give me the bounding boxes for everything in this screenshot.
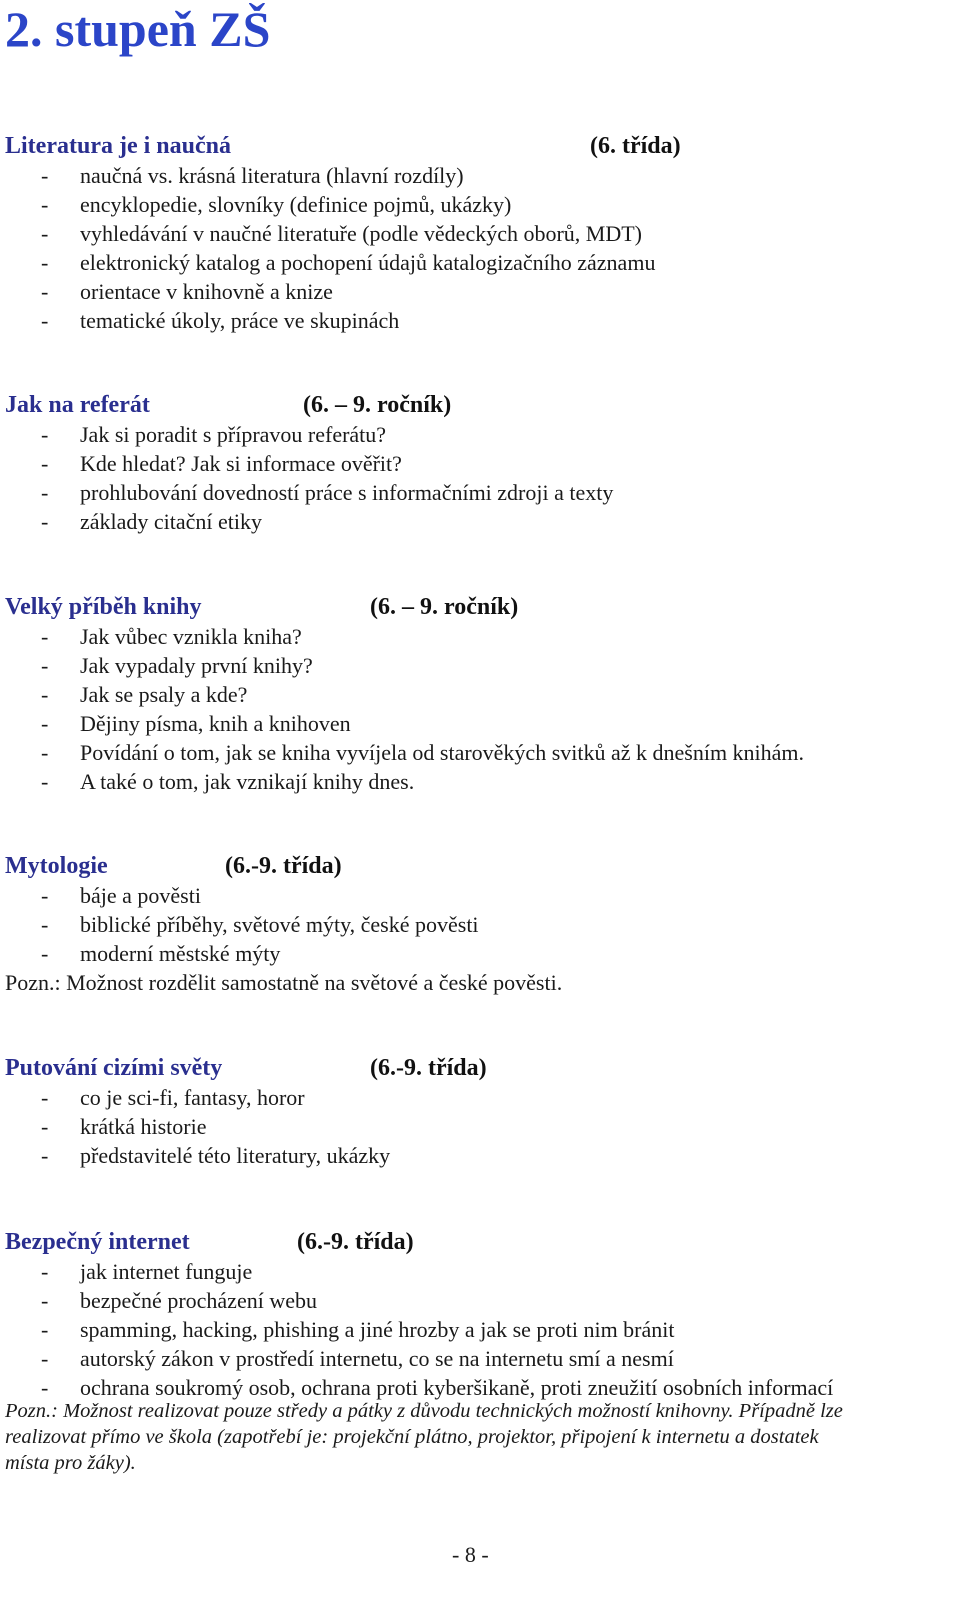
list-item: - tematické úkoly, práce ve skupinách [41,308,400,333]
section-putovani-cizimi-svety [0,1053,960,1170]
list-item: - ochrana soukromý osob, ochrana proti kyberšikaně, proti zneužití osobních informací [41,1375,834,1400]
section-grade: (6.-9. třída) [297,1229,414,1255]
list-item: - jak internet funguje [41,1259,253,1284]
list-item: - A také o tom, jak vznikají knihy dnes. [41,769,415,794]
section-grade: (6.-9. třída) [225,853,342,879]
section-title: Velký příběh knihy [5,594,202,620]
section-grade: (6. třída) [590,133,681,159]
section-grade: (6. – 9. ročník) [303,392,452,418]
item-list [0,1257,960,1402]
final-note [5,1398,940,1476]
list-item: - báje a pověsti [41,883,201,908]
section-title: Bezpečný internet [5,1229,190,1255]
item-list [0,1083,960,1170]
list-item: - Jak se psaly a kde? [41,682,248,707]
list-item: - spamming, hacking, phishing a jiné hrozby a jak se proti nim bránit [41,1317,675,1342]
section-title: Jak na referát [5,392,150,418]
section-bezpecny-internet [0,1227,960,1402]
list-item: - biblické příběhy, světové mýty, české pověsti [41,912,479,937]
section-heading [0,1053,960,1083]
section-heading [0,131,960,161]
list-item: - představitelé této literatury, ukázky [41,1143,391,1168]
final-note-line: Pozn.: Možnost realizovat pouze středy a pátky z důvodu technických možností knihovny. Případně lze [5,1400,843,1422]
section-heading [0,592,960,622]
list-item: - Povídání o tom, jak se kniha vyvíjela od starověkých svitků až k dnešním knihám. [41,740,805,765]
section-heading [0,851,960,881]
page-title: 2. stupeň ZŠ [5,1,271,57]
section-grade: (6.-9. třída) [370,1055,487,1081]
section-note: Pozn.: Možnost rozdělit samostatně na světové a české pověsti. [5,970,563,995]
section-mytologie [0,851,960,997]
list-item: - vyhledávání v naučné literatuře (podle vědeckých oborů, MDT) [41,221,643,246]
section-title: Literatura je i naučná [5,133,231,159]
list-item: - bezpečné procházení webu [41,1288,317,1313]
section-jak-na-referat [0,390,960,536]
section-title: Putování cizími světy [5,1055,223,1081]
section-velky-pribeh-knihy [0,592,960,796]
page-number: - 8 - [452,1542,489,1567]
item-list [0,420,960,536]
final-note-line: realizovat přímo ve škola (zapotřebí je: projekční plátno, projektor, připojení k internetu a dostatek [5,1426,819,1448]
list-item: - autorský zákon v prostředí internetu, co se na internetu smí a nesmí [41,1346,674,1371]
section-literatura-je-i-naucna [0,131,960,335]
list-item: - orientace v knihovně a knize [41,279,333,304]
list-item: - naučná vs. krásná literatura (hlavní rozdíly) [41,163,464,188]
list-item: - Kde hledat? Jak si informace ověřit? [41,451,402,476]
list-item: - Dějiny písma, knih a knihoven [41,711,351,736]
list-item: - Jak vypadaly první knihy? [41,653,313,678]
list-item: - elektronický katalog a pochopení údajů katalogizačního záznamu [41,250,656,275]
list-item: - krátká historie [41,1114,207,1139]
section-grade: (6. – 9. ročník) [370,594,519,620]
list-item: - encyklopedie, slovníky (definice pojmů, ukázky) [41,192,512,217]
section-heading [0,390,960,420]
list-item: - Jak vůbec vznikla kniha? [41,624,302,649]
item-list [0,161,960,335]
item-list [0,881,960,968]
section-heading [0,1227,960,1257]
item-list [0,622,960,796]
section-title: Mytologie [5,853,108,879]
list-item: - základy citační etiky [41,509,263,534]
final-note-line: místa pro žáky). [5,1452,136,1474]
list-item: - moderní městské mýty [41,941,281,966]
list-item: - prohlubování dovedností práce s informačními zdroji a texty [41,480,614,505]
list-item: - Jak si poradit s přípravou referátu? [41,422,387,447]
list-item: - co je sci-fi, fantasy, horor [41,1085,305,1110]
